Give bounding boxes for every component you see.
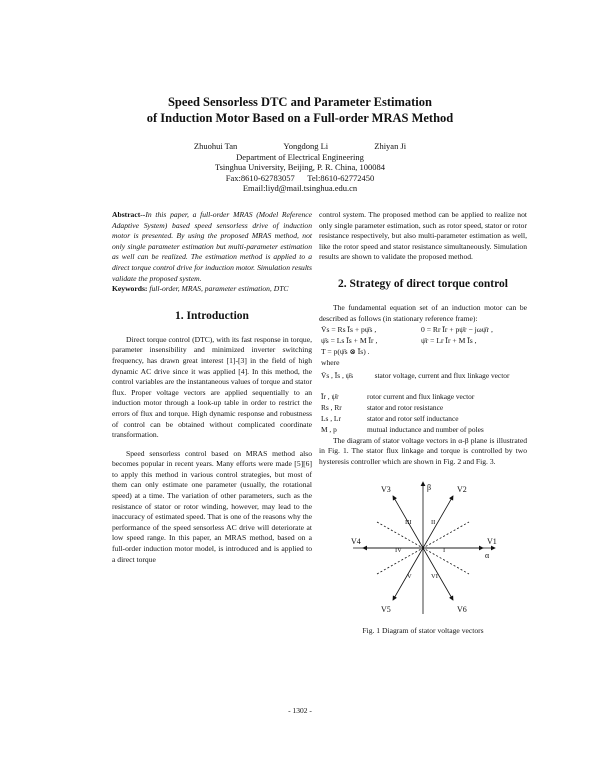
author-names <box>150 141 450 152</box>
vector-v2 <box>423 496 453 548</box>
diagram-paragraph: The diagram of stator voltage vectors in α-β plane is illustrated in Fig. 1. The stator flux linkage and torque is controlled by two hysteresis controller which are shown in Fig. 2 and Fig. 3. <box>319 435 527 466</box>
equation-row-3 <box>321 346 527 357</box>
author-block <box>150 141 450 194</box>
sector-3-label: III <box>405 518 412 526</box>
sector-4-label: IV <box>395 546 402 554</box>
equation-row-1 <box>321 324 527 335</box>
title-line-2: of Induction Motor Based on a Full-order MRAS Method <box>146 111 454 125</box>
abstract <box>112 210 312 284</box>
sector-5-label: V <box>407 572 412 580</box>
sector-2-label: II <box>431 518 436 526</box>
right-continuation: control system. The proposed method can be applied to realize not only single parameter estimation, such as rotor speed, stator or rotor resistance respectively, but also multi-parameter estimation as well, like the rotor speed and stator resistance simultaneously. Simulation results are shown to validate the proposed method. <box>319 210 527 262</box>
keywords-label: Keywords: <box>112 284 148 294</box>
author-1: Zhuohui Tan <box>193 141 238 151</box>
where-label: where <box>321 358 340 368</box>
affiliation-2: Tsinghua University, Beijing, P. R. China, 100084 <box>214 162 386 172</box>
intro-paragraph-2: Speed sensorless control based on MRAS method also becomes popular in recent years. Many efforts were made [5][6] to apply this method in various control strategies, but most of them can only estimate one parameter (usually, the rotational speed) at a time. The variation of other parameters, such as the resistance of stator or rotor winding, however, may lead to the inaccuracy of estimated speed. That is one of the reasons why the performance of the speed sensorless AC drive will deteriorate at low speed range. In this paper, an MRAS method, based on a full-order induction motor model, is introduced and is applied to a direct torque <box>112 448 312 564</box>
v6-label: V6 <box>457 604 467 614</box>
definition-text: stator and rotor resistance <box>367 402 444 412</box>
beta-label: β <box>427 482 432 492</box>
equation-row-2 <box>321 335 527 346</box>
definition-row <box>319 371 527 392</box>
definition-text: rotor current and flux linkage vector <box>367 391 475 401</box>
v4-label: V4 <box>351 536 361 546</box>
definition-symbol: V̄s , Īs , ψ̄s <box>321 370 354 380</box>
definition-symbol: Rs , Rr <box>321 402 342 412</box>
sector-1-label: I <box>443 546 446 554</box>
equation-rotor-voltage: 0 = Rr Īr + pψ̄r − jωψ̄r , <box>421 325 493 335</box>
alpha-label: α <box>485 550 490 560</box>
definition-text: stator and rotor self inductance <box>367 413 459 423</box>
affiliation-1: Department of Electrical Engineering <box>236 151 364 162</box>
equation-stator-flux: ψ̄s = Ls Īs + M Īr , <box>321 336 378 346</box>
definition-symbol: M , p <box>321 424 337 434</box>
definition-row <box>319 414 527 425</box>
right-column <box>319 210 527 636</box>
equation-rotor-flux: ψ̄r = Lr Īr + M Īs , <box>421 336 477 346</box>
section-heading-dtc: 2. Strategy of direct torque control <box>338 277 508 290</box>
sector-6-label: VI <box>431 572 438 580</box>
vector-v6 <box>423 548 453 600</box>
dtc-intro-paragraph: The fundamental equation set of an induction motor can be described as follows (in stationary reference frame): <box>319 302 527 323</box>
definition-symbol: Ls , Lr <box>321 413 341 423</box>
contact-line: Fax:8610-62783057 Tel:8610-62772450 <box>225 172 375 183</box>
v2-label: V2 <box>457 484 467 494</box>
voltage-vector-diagram <box>333 472 513 624</box>
v3-label: V3 <box>381 484 391 494</box>
author-3: Zhiyan Ji <box>374 141 407 151</box>
equation-torque: T = p(ψ̄s ⊗ Īs) . <box>321 347 370 357</box>
definition-text: mutual inductance and number of poles <box>367 424 484 434</box>
keywords <box>112 284 312 295</box>
left-column <box>112 210 312 565</box>
v5-label: V5 <box>381 604 391 614</box>
title-line-1: Speed Sensorless DTC and Parameter Estimation <box>167 95 432 109</box>
definition-symbol: Īr , ψ̄r <box>321 391 339 401</box>
symbol-definitions <box>319 371 527 436</box>
page-number: - 1302 - <box>288 706 312 715</box>
definition-row <box>319 392 527 403</box>
author-2: Yongdong Li <box>283 141 329 151</box>
paper-title <box>100 94 500 126</box>
abstract-label: Abstract-- <box>112 210 146 219</box>
definition-row <box>319 425 527 436</box>
intro-paragraph-1: Direct torque control (DTC), with its fast response in torque, parameter insensibility and minimized inverter switching frequency, has drawn great interest [1]-[3] in the field of high dynamic AC drive since it was applied [4]. In this method, the control variables are the instantaneous values of torque and stator flux. Proper voltage vectors are applied sequentially to an induction motor through a look-up table in order to restrict the errors of flux and torque. High dynamic response and robustness of control can be obtained without complicated coordinate transformation. <box>112 334 312 440</box>
section-heading-introduction: 1. Introduction <box>175 309 249 322</box>
definition-row <box>319 403 527 414</box>
equation-stator-voltage: V̄s = Rs Īs + pψ̄s , <box>321 325 377 335</box>
abstract-text: In this paper, a full-order MRAS (Model Reference Adaptive System) based speed sensorless drive of induction motor is presented. By using the proposed MRAS method, not only single parameter estimation but multi-parameter estimation as well can be realized. The estimation method is applied to a direct torque control drive for induction motor. Simulation results validate the proposed system. <box>112 210 312 283</box>
v1-label: V1 <box>487 536 497 546</box>
definition-text: stator voltage, current and flux linkage vector <box>374 370 510 380</box>
email-line: Email:liyd@mail.tsinghua.edu.cn <box>242 183 358 193</box>
figure-caption: Fig. 1 Diagram of stator voltage vectors <box>362 625 484 635</box>
keywords-text: full-order, MRAS, parameter estimation, DTC <box>149 284 289 294</box>
figure-voltage-vectors <box>333 472 513 624</box>
equation-block <box>319 324 527 357</box>
